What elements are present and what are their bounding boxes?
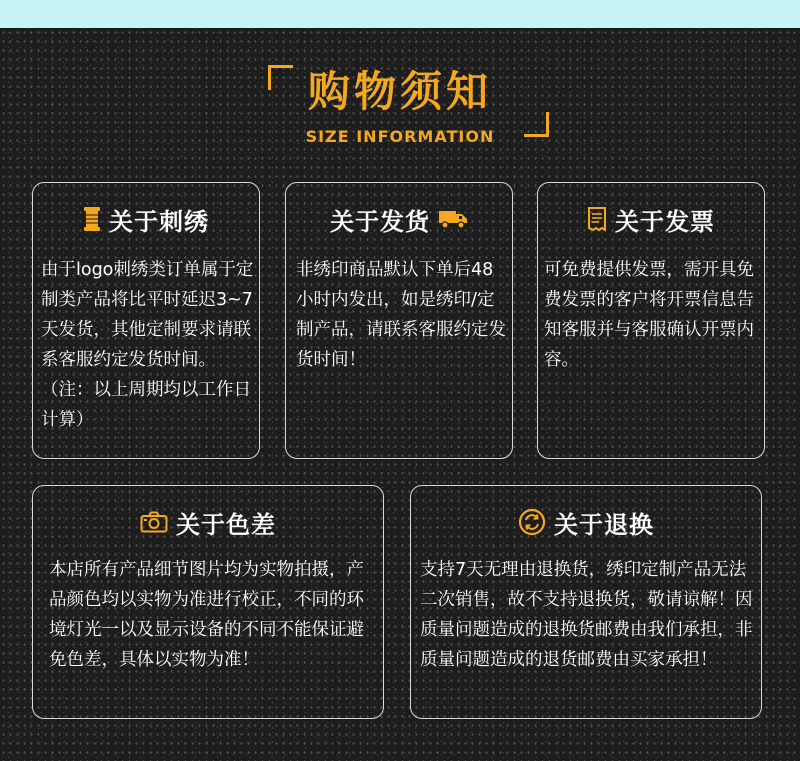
page-subtitle: SIZE INFORMATION — [305, 127, 495, 146]
card-header — [33, 201, 259, 237]
card-header — [538, 201, 764, 237]
card-header — [33, 504, 383, 540]
card-title: 关于发货 — [330, 207, 430, 236]
card-title: 关于退换 — [554, 510, 654, 539]
card-title: 关于色差 — [176, 510, 276, 539]
card-title: 关于刺绣 — [109, 207, 209, 236]
section-header — [0, 55, 800, 150]
page-title: 购物须知 — [307, 67, 492, 116]
delivery-truck-icon — [438, 208, 468, 230]
card-color-difference — [32, 485, 384, 719]
card-embroidery — [32, 182, 260, 459]
thread-spool-icon — [83, 206, 101, 232]
invoice-icon — [587, 207, 607, 231]
card-title: 关于发票 — [615, 207, 715, 236]
card-text: 由于logo刺绣类订单属于定制类产品将比平时延迟3~7天发货，其他定制要求请联系客服约定发货时间。（注：以上周期均以工作日计算） — [41, 260, 254, 430]
card-header — [411, 504, 761, 540]
card-returns — [410, 485, 762, 719]
card-invoice — [537, 182, 765, 459]
camera-icon — [140, 511, 168, 533]
card-shipping — [285, 182, 513, 459]
exchange-icon — [518, 508, 546, 536]
card-text: 本店所有产品细节图片均为实物拍摄，产品颜色均以实物为准进行校正，不同的环境灯光一以及显示设备的不同不能保证避免色差，具体以实物为准！ — [49, 560, 364, 670]
card-text: 可免费提供发票，需开具免费发票的客户将开票信息告知客服并与客服确认开票内容。 — [544, 260, 754, 370]
card-text: 非绣印商品默认下单后48小时内发出，如是绣印/定制产品，请联系客服约定发货时间！ — [296, 260, 506, 370]
card-text: 支持7天无理由退换货，绣印定制产品无法二次销售，故不支持退换货，敬请谅解！因质量问题造成的退换货邮费由我们承担，非质量问题造成的退货邮费由买家承担！ — [420, 560, 753, 670]
card-header — [286, 201, 512, 237]
top-strip — [0, 0, 800, 28]
